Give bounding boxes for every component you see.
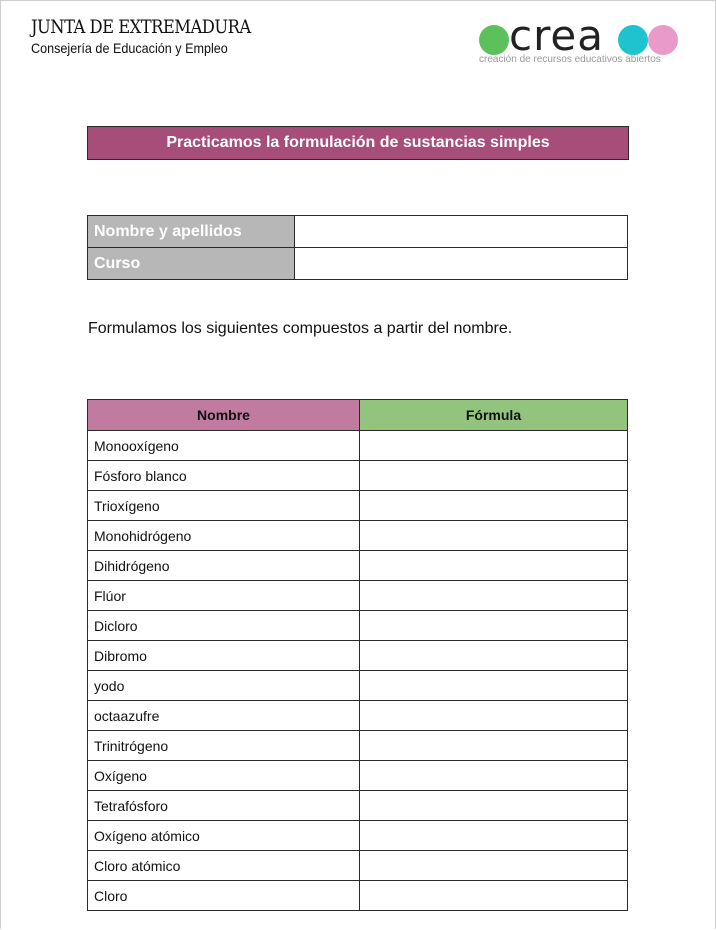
formula-answer-cell[interactable] [360,521,628,551]
formula-answer-cell[interactable] [360,431,628,461]
compound-name: Fósforo blanco [88,461,360,491]
crea-pink-dot-icon [648,25,678,55]
compound-name: Cloro atómico [88,851,360,881]
table-row [88,491,628,521]
table-row [88,671,628,701]
crea-teal-dot-icon [618,25,648,55]
crea-logo-word: crea [509,11,605,60]
junta-logo [31,16,287,56]
info-label: Nombre y apellidos [88,216,295,248]
compound-name: Monohidrógeno [88,521,360,551]
compound-name: Dihidrógeno [88,551,360,581]
table-row [88,791,628,821]
formula-answer-cell[interactable] [360,581,628,611]
formula-answer-cell[interactable] [360,491,628,521]
exercise-table [87,399,628,911]
compound-name: Cloro [88,881,360,911]
crea-green-dot-icon [479,25,509,55]
student-info-table [87,215,628,280]
formula-answer-cell[interactable] [360,791,628,821]
formula-answer-cell[interactable] [360,461,628,491]
table-row [88,521,628,551]
compound-name: Tetrafósforo [88,791,360,821]
table-row [88,611,628,641]
table-row [88,461,628,491]
compound-name: Flúor [88,581,360,611]
table-row [88,431,628,461]
compound-name: Oxígeno atómico [88,821,360,851]
formula-answer-cell[interactable] [360,731,628,761]
table-row [88,761,628,791]
instruction-text: Formulamos los siguientes compuestos a partir del nombre. [88,320,513,337]
column-header-formula: Fórmula [360,400,628,431]
formula-answer-cell[interactable] [360,551,628,581]
column-header-nombre: Nombre [88,400,360,431]
info-label: Curso [88,248,295,280]
document-title: Practicamos la formulación de sustancias simples [87,126,629,160]
compound-name: Oxígeno [88,761,360,791]
info-input[interactable] [295,216,628,248]
formula-answer-cell[interactable] [360,701,628,731]
formula-answer-cell[interactable] [360,761,628,791]
table-row [88,551,628,581]
table-row [88,821,628,851]
formula-answer-cell[interactable] [360,851,628,881]
formula-answer-cell[interactable] [360,881,628,911]
crea-logo-tagline: creación de recursos educativos abiertos [479,54,661,65]
compound-name: Monooxígeno [88,431,360,461]
info-row [88,216,628,248]
compound-name: Dicloro [88,611,360,641]
info-row [88,248,628,280]
formula-answer-cell[interactable] [360,641,628,671]
junta-logo-subtitle: Consejería de Educación y Empleo [31,40,228,56]
compound-name: Dibromo [88,641,360,671]
table-row [88,701,628,731]
compound-name: yodo [88,671,360,701]
formula-answer-cell[interactable] [360,611,628,641]
table-row [88,851,628,881]
compound-name: Trioxígeno [88,491,360,521]
formula-answer-cell[interactable] [360,821,628,851]
crea-logo [477,11,679,68]
compound-name: Trinitrógeno [88,731,360,761]
junta-logo-title: JUNTA DE EXTREMADURA [31,16,251,38]
info-input[interactable] [295,248,628,280]
table-row [88,581,628,611]
table-row [88,641,628,671]
compound-name: octaazufre [88,701,360,731]
table-header-row [88,400,628,431]
formula-answer-cell[interactable] [360,671,628,701]
table-row [88,881,628,911]
table-row [88,731,628,761]
